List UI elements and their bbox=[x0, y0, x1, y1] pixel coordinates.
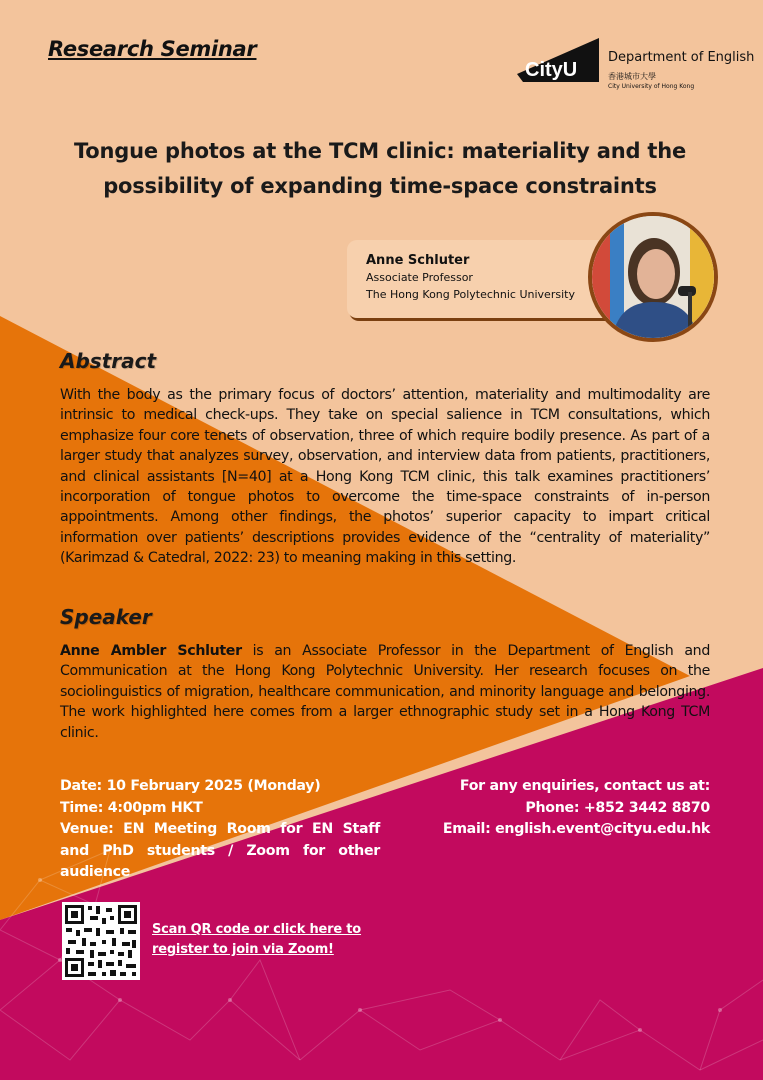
zoom-qr-code[interactable] bbox=[62, 902, 140, 980]
cityu-logo[interactable] bbox=[517, 38, 755, 96]
contact-heading: For any enquiries, contact us at: bbox=[459, 778, 710, 794]
speaker-portrait-icon bbox=[592, 216, 714, 338]
speaker-bio-text: is an Associate Professor in the Department of English and Communication at the Hong Kong Polytechnic University. Her research focuses on the sociolinguistics of migration, healthcare communication, and minority language and belonging. The work highlighted here comes from a larger ethnographic study set in a Hong Kong TCM clinic. bbox=[60, 643, 710, 741]
university-name-english: City University of Hong Kong bbox=[608, 83, 695, 90]
speaker-card-institution: The Hong Kong Polytechnic University bbox=[366, 288, 575, 301]
qr-code-icon bbox=[62, 902, 140, 980]
svg-text:CityU: CityU bbox=[525, 59, 578, 81]
department-name: Department of English bbox=[608, 50, 755, 65]
event-venue: Venue: EN Meeting Room for EN Staff and PhD students / Zoom for other audience bbox=[60, 821, 380, 881]
event-time: Time: 4:00pm HKT bbox=[60, 799, 203, 816]
speaker-card-name: Anne Schluter bbox=[366, 253, 470, 268]
speaker-photo bbox=[588, 212, 718, 342]
event-date: Date: 10 February 2025 (Monday) bbox=[60, 778, 321, 794]
event-details bbox=[60, 776, 380, 884]
seminar-title: Tongue photos at the TCM clinic: materiality and the possibility of expanding time-space constraints bbox=[73, 139, 687, 198]
contact-details bbox=[410, 776, 710, 841]
abstract-text: With the body as the primary focus of doctors’ attention, materiality and multimodality are intrinsic to medical check-ups. They take on special salience in TCM consultations, which emphasize four core tenets of observation, three of which require bodily presence. As part of a larger study that analyzes survey, observation, and interview data from patients, practitioners, and clinical assistants [N=40] at a Hong Kong TCM clinic, this talk examines practitioners’ incorporation of tongue photos to overcome the time-space constraints of in-person appointments. Among other findings, the photos’ superior capacity to impart critical information over patients’ descriptions provides evidence of the “centrality of materiality” (Karimzad & Catedral, 2022: 23) to meaning making in this setting. bbox=[60, 387, 710, 567]
abstract-heading: Abstract bbox=[60, 349, 157, 373]
speaker-full-name: Anne Ambler Schluter bbox=[60, 643, 242, 659]
university-name-chinese: 香港城市大學 bbox=[608, 72, 656, 81]
seminar-type-label: Research Seminar bbox=[48, 37, 257, 61]
zoom-registration-link[interactable]: Scan QR code or click here to register to join via Zoom! bbox=[152, 922, 362, 957]
speaker-bio bbox=[60, 641, 710, 743]
contact-phone[interactable]: Phone: +852 3442 8870 bbox=[525, 799, 710, 816]
speaker-card-role: Associate Professor bbox=[366, 271, 473, 284]
cityu-logo-icon bbox=[517, 38, 603, 90]
speaker-heading: Speaker bbox=[60, 605, 152, 629]
contact-email[interactable]: Email: english.event@cityu.edu.hk bbox=[442, 821, 710, 838]
